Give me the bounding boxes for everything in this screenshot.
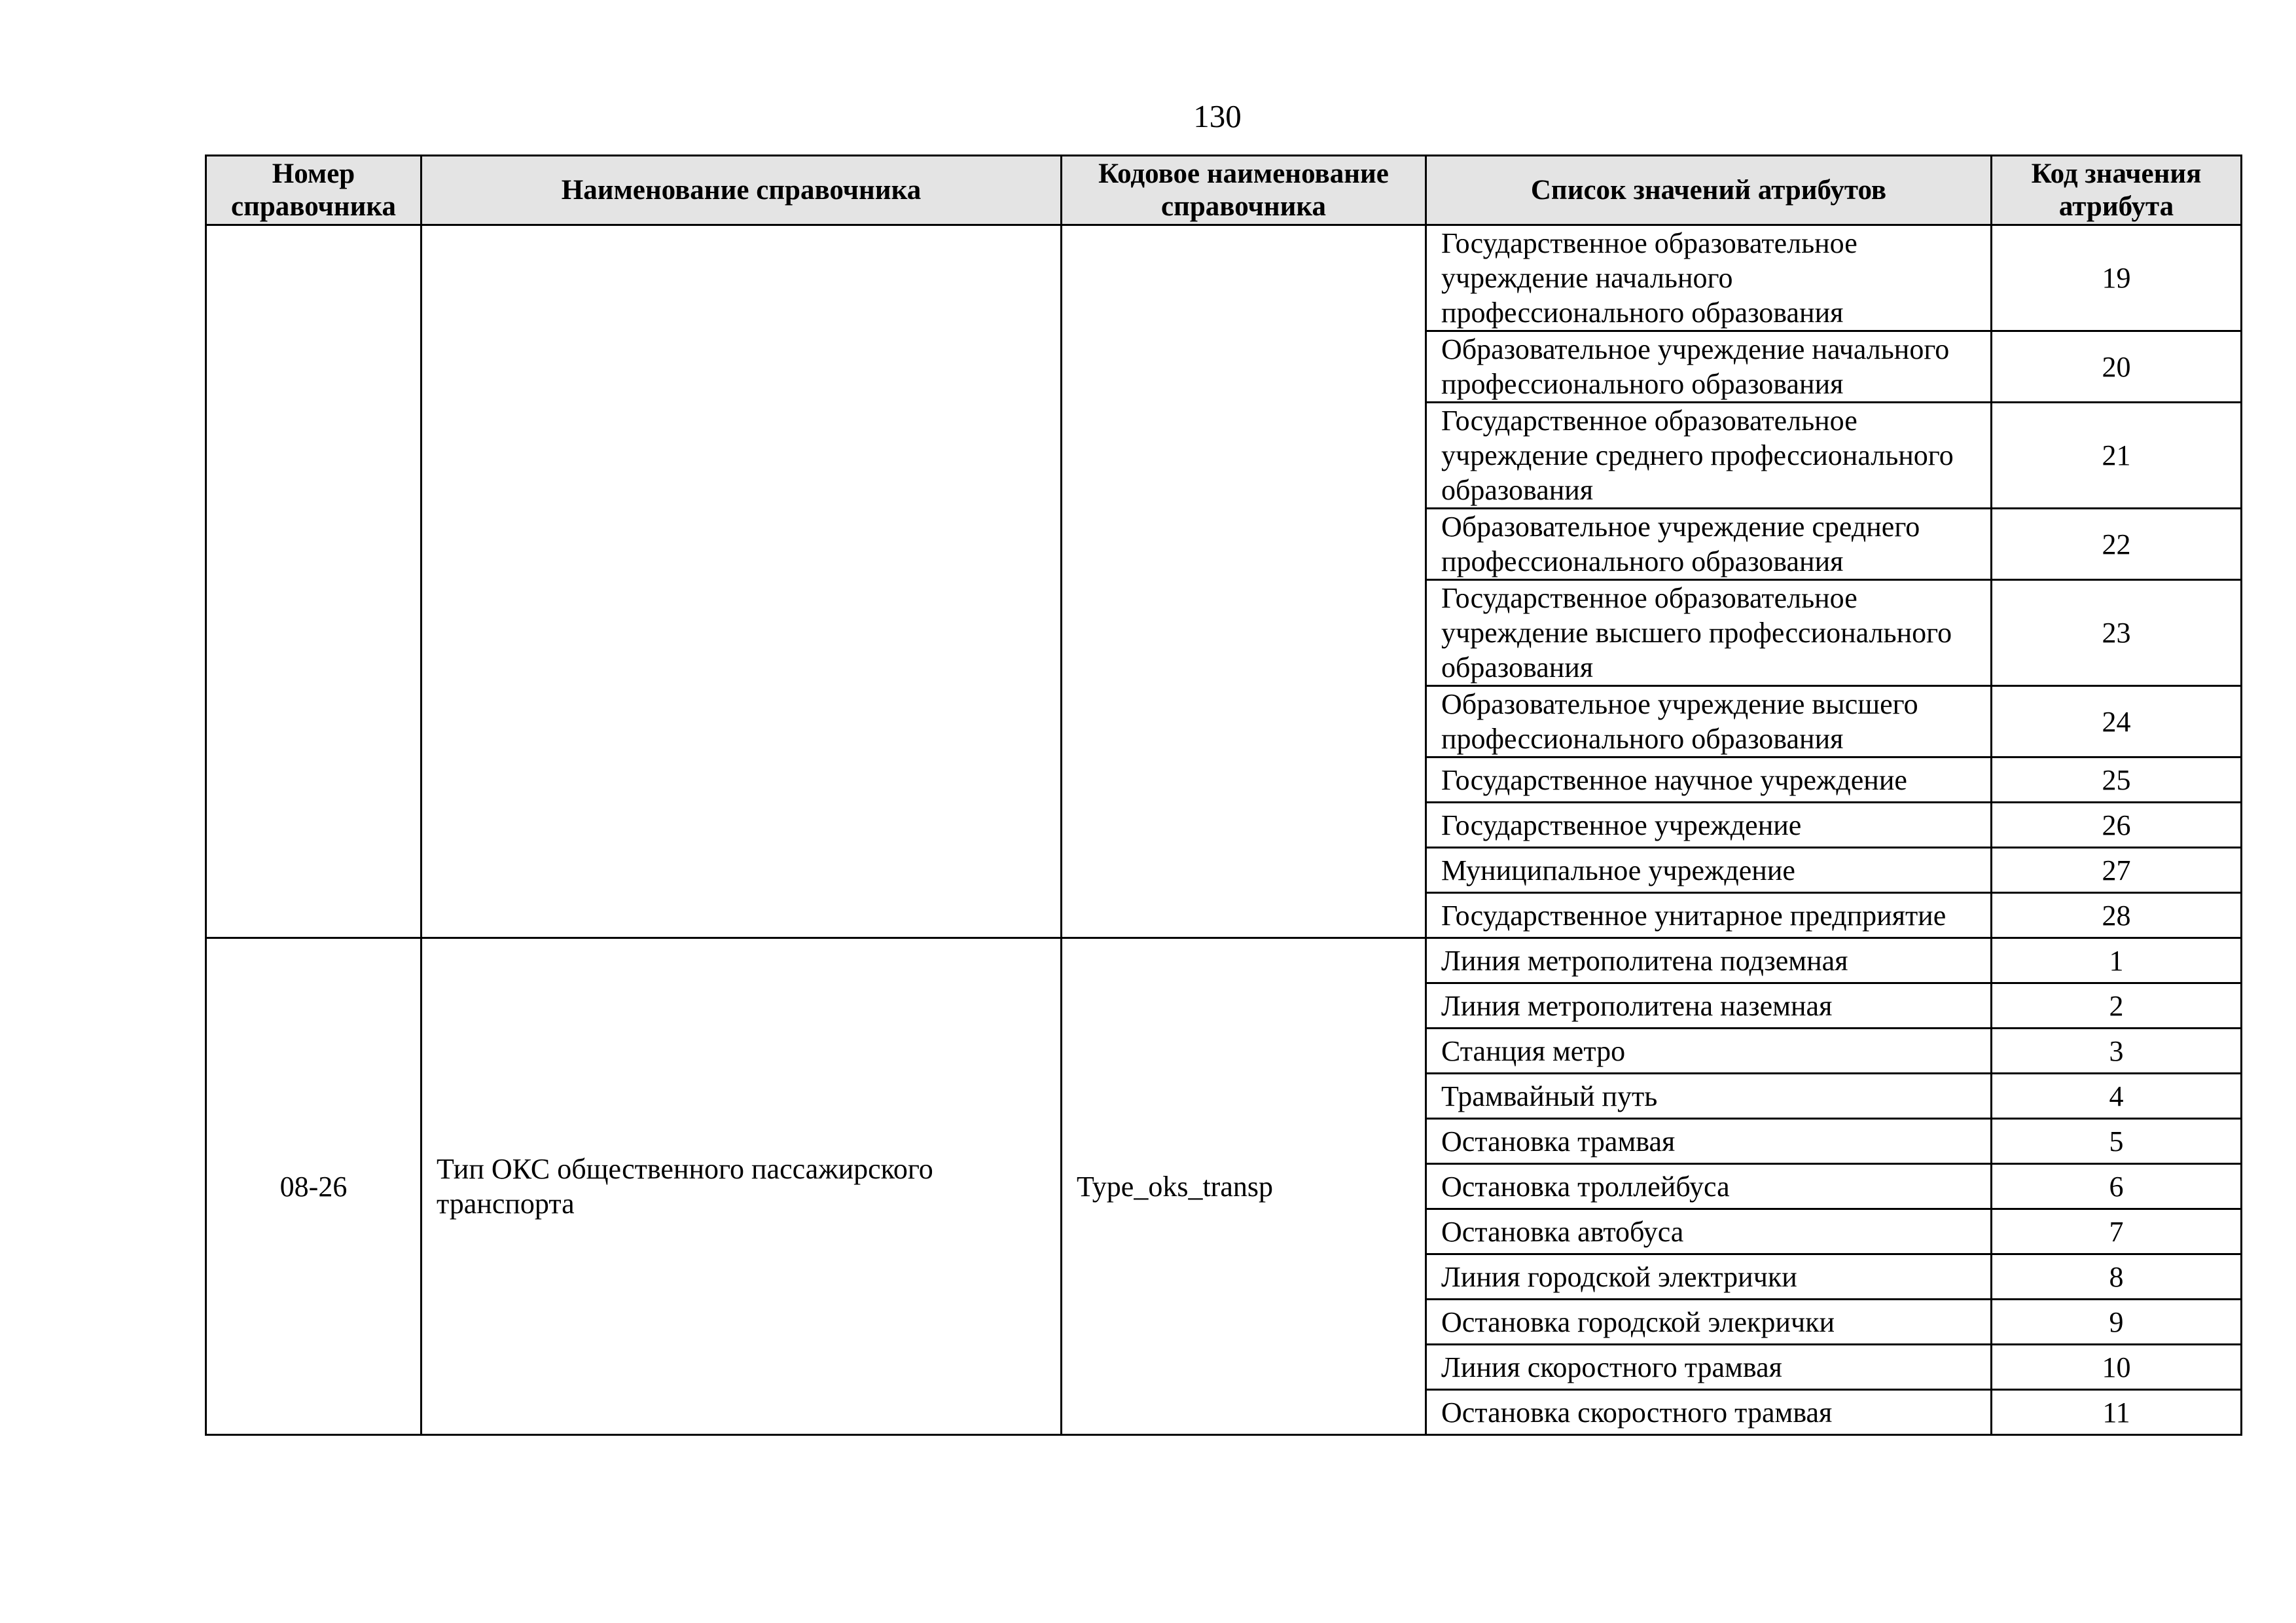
attr-code: 26 xyxy=(1992,803,2242,848)
attr-code: 21 xyxy=(1992,403,2242,509)
page-number: 130 xyxy=(1193,98,1242,134)
attr-value: Линия метрополитена подземная xyxy=(1426,938,1992,983)
attr-code: 24 xyxy=(1992,686,2242,757)
attr-code: 5 xyxy=(1992,1119,2242,1164)
attr-value: Государственное образовательное учреждение высшего профессионального образования xyxy=(1426,580,1992,686)
attr-value: Образовательное учреждение высшего профессионального образования xyxy=(1426,686,1992,757)
attr-value: Остановка троллейбуса xyxy=(1426,1164,1992,1209)
attr-value: Линия скоростного трамвая xyxy=(1426,1345,1992,1390)
header-name: Наименование справочника xyxy=(422,156,1062,225)
attr-code: 22 xyxy=(1992,509,2242,580)
attr-code: 28 xyxy=(1992,893,2242,938)
table-header-row xyxy=(206,156,2242,225)
attr-code: 27 xyxy=(1992,848,2242,893)
attr-code: 10 xyxy=(1992,1345,2242,1390)
attr-value: Государственное образовательное учреждение начального профессионального образования xyxy=(1426,225,1992,331)
attr-code: 3 xyxy=(1992,1029,2242,1074)
attr-value: Образовательное учреждение начального профессионального образования xyxy=(1426,331,1992,403)
table-row xyxy=(206,938,2242,983)
attr-value: Остановка трамвая xyxy=(1426,1119,1992,1164)
reference-table xyxy=(205,155,2242,1436)
attr-value: Линия городской электрички xyxy=(1426,1254,1992,1300)
table-row xyxy=(206,225,2242,331)
attr-value: Муниципальное учреждение xyxy=(1426,848,1992,893)
attr-code: 19 xyxy=(1992,225,2242,331)
attr-value: Линия метрополитена наземная xyxy=(1426,983,1992,1029)
attr-code: 23 xyxy=(1992,580,2242,686)
attr-value: Образовательное учреждение среднего профессионального образования xyxy=(1426,509,1992,580)
attr-code: 11 xyxy=(1992,1390,2242,1435)
attr-code: 8 xyxy=(1992,1254,2242,1300)
group2-code-name-cell: Type_oks_transp xyxy=(1062,938,1426,1435)
attr-value: Остановка городской элекрички xyxy=(1426,1300,1992,1345)
group1-code-name-cell xyxy=(1062,225,1426,938)
attr-value: Государственное унитарное предприятие xyxy=(1426,893,1992,938)
attr-code: 4 xyxy=(1992,1074,2242,1119)
attr-value: Трамвайный путь xyxy=(1426,1074,1992,1119)
header-number: Номер справочника xyxy=(206,156,422,225)
attr-value: Остановка автобуса xyxy=(1426,1209,1992,1254)
attr-value: Государственное учреждение xyxy=(1426,803,1992,848)
attr-value: Государственное образовательное учреждение среднего профессионального образования xyxy=(1426,403,1992,509)
attr-value: Остановка скоростного трамвая xyxy=(1426,1390,1992,1435)
attr-code: 1 xyxy=(1992,938,2242,983)
group1-number-cell xyxy=(206,225,422,938)
header-value-code: Код значения атрибута xyxy=(1992,156,2242,225)
attr-code: 2 xyxy=(1992,983,2242,1029)
attr-value: Станция метро xyxy=(1426,1029,1992,1074)
attr-value: Государственное научное учреждение xyxy=(1426,757,1992,803)
attr-code: 6 xyxy=(1992,1164,2242,1209)
group2-number-cell: 08-26 xyxy=(206,938,422,1435)
group2-name-cell: Тип ОКС общественного пассажирского транспорта xyxy=(422,938,1062,1435)
header-code-name: Кодовое наименование справочника xyxy=(1062,156,1426,225)
header-values-list: Список значений атрибутов xyxy=(1426,156,1992,225)
attr-code: 20 xyxy=(1992,331,2242,403)
attr-code: 9 xyxy=(1992,1300,2242,1345)
group1-name-cell xyxy=(422,225,1062,938)
attr-code: 25 xyxy=(1992,757,2242,803)
attr-code: 7 xyxy=(1992,1209,2242,1254)
